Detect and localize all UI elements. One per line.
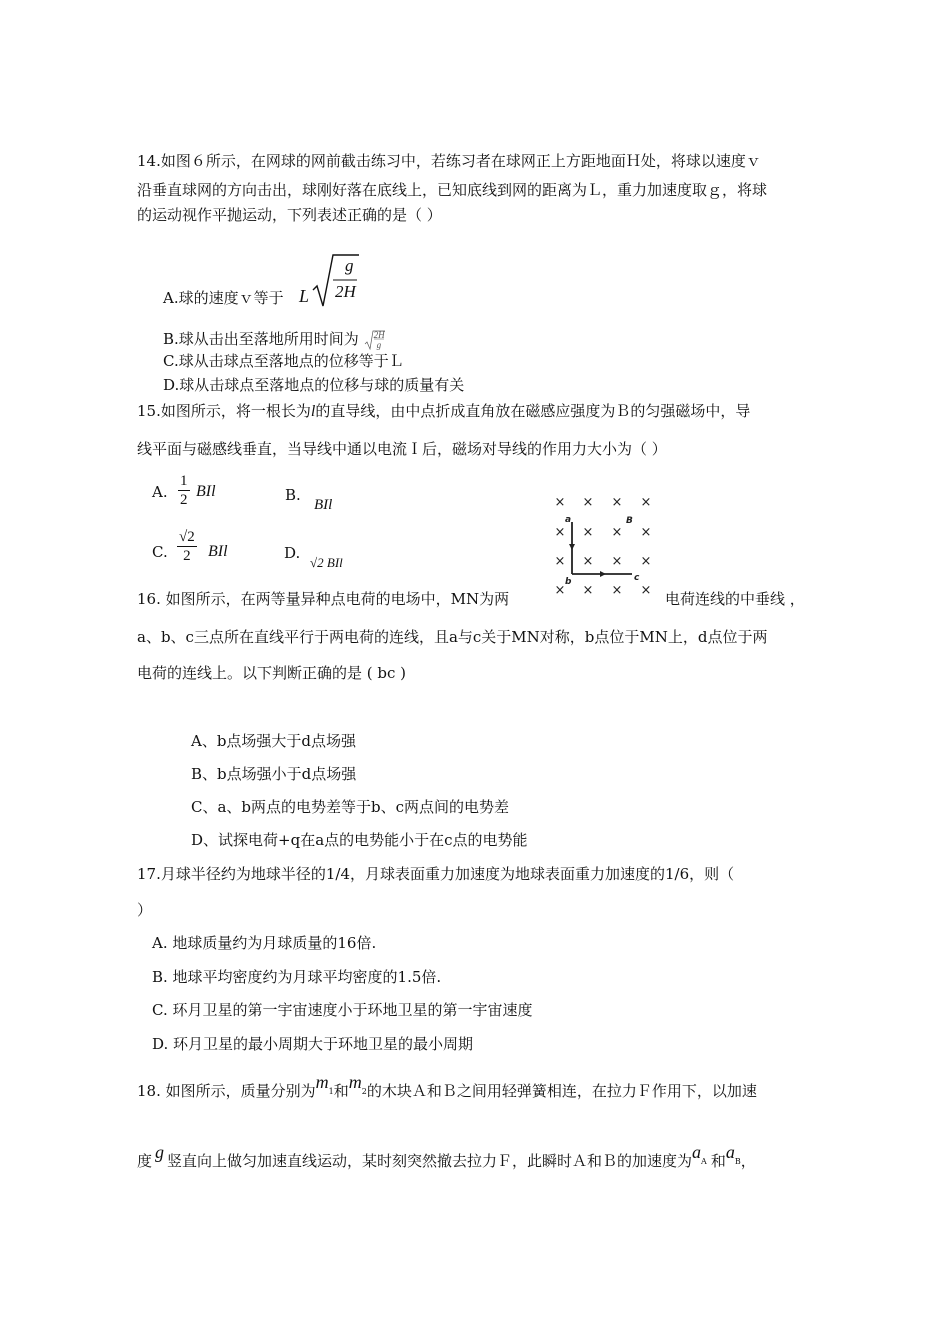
- q18-line-1: [137, 1072, 757, 1106]
- q15-option-c-num: √2: [179, 529, 195, 545]
- q17-option-d: D. 环月卫星的最小周期大于环地卫星的最小周期: [152, 1035, 474, 1053]
- field-cross: ×: [582, 495, 594, 510]
- q15-line-2: 线平面与磁感线垂直，当导线中通以电流Ｉ后，磁场对导线的作用力大小为（ ）: [137, 440, 667, 458]
- q15-line-1-b: 的直导线，由中点折成直角放在磁感应强度为Ｂ的匀强磁场中，导: [315, 402, 751, 420]
- q15-line-1-l: l: [310, 403, 316, 420]
- q18-line-1-b: 的木块Ａ和Ｂ之间用轻弹簧相连，在拉力Ｆ作用下，以加速: [366, 1082, 757, 1100]
- q16-line-3: 电荷的连线上。以下判断正确的是 ( bc ): [137, 664, 407, 682]
- field-cross: ×: [640, 525, 652, 540]
- q18-a-A-sub: A: [701, 1157, 707, 1166]
- field-cross: ×: [582, 554, 594, 569]
- q14-option-c: C.球从击球点至落地点的位移等于Ｌ: [163, 352, 404, 370]
- q18-line-2-b: 竖直向上做匀加速直线运动，某时刻突然撤去拉力Ｆ，此瞬时Ａ和Ｂ的加速度为: [167, 1152, 693, 1170]
- label-B: B: [626, 516, 633, 526]
- q18-a-B: a: [725, 1142, 735, 1162]
- field-cross: ×: [554, 583, 566, 596]
- q16-line-1-a: 16. 如图所示，在两等量异种点电荷的电场中，MN为两: [137, 590, 510, 608]
- field-cross: ×: [611, 525, 623, 540]
- label-c: c: [634, 573, 640, 583]
- label-b: b: [565, 577, 572, 587]
- q15-option-c-frac: [177, 528, 197, 565]
- q16-line-1-b: 电荷连线的中垂线 ，: [665, 590, 805, 608]
- q15-option-a-num: 1: [180, 473, 188, 489]
- current-arrow-right: [600, 571, 606, 577]
- q15-option-d-expr: √2 BIl: [310, 555, 343, 570]
- q14-option-a-text: A.球的速度ｖ等于: [163, 289, 284, 307]
- field-cross: ×: [640, 583, 652, 596]
- field-cross: ×: [611, 583, 623, 596]
- q15-option-b-label: B.: [285, 486, 301, 504]
- field-cross: ×: [554, 554, 566, 569]
- q17-option-a: A. 地球质量约为月球质量的16倍.: [152, 934, 377, 952]
- q18-line-2: [137, 1142, 756, 1176]
- q15-option-c-label: C.: [152, 543, 168, 561]
- field-cross: ×: [611, 554, 623, 569]
- q18-and-2: 和: [710, 1152, 726, 1170]
- q18-m1-sub: 1: [328, 1087, 334, 1096]
- q18-line-1-a: 18. 如图所示，质量分别为: [137, 1082, 316, 1100]
- q17-option-c: C. 环月卫星的第一宇宙速度小于环地卫星的第一宇宙速度: [152, 1001, 533, 1019]
- q18-comma: ，: [740, 1152, 756, 1170]
- q15-line-1: [137, 401, 750, 422]
- label-a: a: [565, 515, 572, 525]
- q14-option-a-L: L: [299, 286, 310, 306]
- q14-option-a-den: 2H: [335, 282, 356, 301]
- q18-a-B-sub: B: [734, 1157, 741, 1166]
- q14-option-b-sqrt: [364, 330, 386, 348]
- q15-option-d-label: D.: [284, 544, 301, 562]
- q14-option-b: [163, 329, 386, 349]
- field-cross: ×: [640, 495, 652, 510]
- q18-m1: m: [315, 1072, 329, 1092]
- q17-line-2: ）: [137, 901, 153, 919]
- field-cross: ×: [611, 495, 623, 510]
- q14-option-a-num: g: [345, 256, 354, 275]
- field-cross: ×: [554, 495, 566, 510]
- q15-option-b-expr: BIl: [314, 497, 333, 513]
- q14-option-b-text: B.球从击出至落地所用时间为: [163, 330, 359, 348]
- magnetic-field-svg: [548, 488, 668, 596]
- field-cross: ×: [582, 583, 594, 596]
- q17-line-1: 17.月球半径约为地球半径的1/4，月球表面重力加速度为地球表面重力加速度的1/6，则（: [137, 865, 735, 883]
- q15-option-c-expr: BIl: [208, 543, 228, 560]
- q14-option-d: D.球从击球点至落地点的位移与球的质量有关: [163, 376, 465, 394]
- q15-option-a-expr: BIl: [196, 483, 216, 500]
- q16-option-a: A、b点场强大于d点场强: [191, 732, 357, 750]
- q18-and-1: 和: [333, 1082, 349, 1100]
- q14-line-2: 沿垂直球网的方向击出，球刚好落在底线上，已知底线到网的距离为Ｌ，重力加速度取ｇ，将球: [137, 181, 768, 199]
- q14-line-1: 14.如图６所示，在网球的网前截击练习中，若练习者在球网正上方距地面Ｈ处，将球以速度ｖ: [137, 152, 761, 170]
- field-cross: ×: [640, 554, 652, 569]
- q18-a-A: a: [692, 1142, 702, 1162]
- magnetic-field-figure: [548, 488, 668, 596]
- field-cross: ×: [582, 525, 594, 540]
- q16-option-d: D、试探电荷+q在a点的电势能小于在c点的电势能: [191, 831, 528, 849]
- q16-line-2: a、b、c三点所在直线平行于两电荷的连线，且a与c关于MN对称，b点位于MN上，d点位于两: [137, 628, 768, 646]
- field-cross: ×: [554, 525, 566, 540]
- q16-option-c: C、a、b两点的电势差等于b、c两点间的电势差: [191, 798, 510, 816]
- q14-option-b-num: 2H: [373, 330, 385, 340]
- q18-m2: m: [348, 1072, 362, 1092]
- q14-option-b-den: g: [376, 340, 382, 350]
- q14-line-3: 的运动视作平抛运动，下列表述正确的是（ ）: [137, 206, 442, 224]
- q15-option-a-label: A.: [152, 483, 168, 501]
- q18-m2-sub: 2: [361, 1087, 367, 1096]
- q15-line-1-a: 15.如图所示，将一根长为: [137, 402, 311, 420]
- q16-option-b: B、b点场强小于d点场强: [191, 765, 357, 783]
- q15-option-c-den: 2: [183, 548, 191, 564]
- q18-g: g: [155, 1142, 165, 1162]
- q15-option-a-den: 2: [180, 492, 188, 508]
- q18-line-2-a: 度: [137, 1152, 153, 1170]
- current-arrow-down: [569, 544, 575, 550]
- q17-option-b: B. 地球平均密度约为月球平均密度的1.5倍.: [152, 968, 442, 986]
- q15-option-a-frac: [178, 472, 190, 509]
